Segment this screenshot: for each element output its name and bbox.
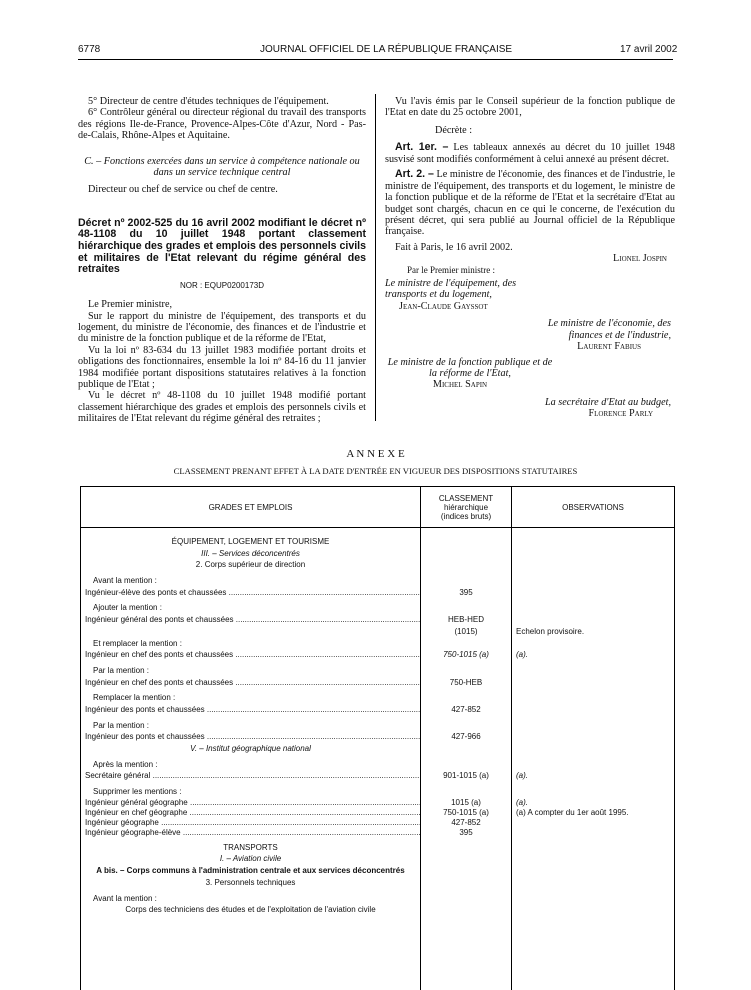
minister-title: Le ministre de l'économie, des finances et de l'industrie, <box>547 318 671 341</box>
article-2-text: Le ministre de l'économie, des finances et de l'industrie, le ministre de l'équipement, des transports et du logement, le ministre de la fonction publique et de la réforme de l'Etat et la secrétaire d'Etat au budget sont chargés, chacun en ce qui le concerne, de l'exécution du présent décret, qui sera publié au Journal officiel de la République française. <box>385 169 676 238</box>
column-header: GRADES ET EMPLOIS <box>81 487 421 528</box>
paragraph: Vu le décret nº 48-1108 du 10 juillet 1948 modifié portant classement hiérarchique des grades et emplois des personnels civils et militaires de l'Etat relevant du régime général des retraites ; <box>78 390 366 425</box>
table-cell: 395 <box>459 587 473 597</box>
column-header-line: (indices bruts) <box>440 511 492 521</box>
table-cell: Remplacer la mention : <box>93 693 176 703</box>
table-cell: I. – Aviation civile <box>219 854 282 864</box>
minister-title: Le ministre de l'équipement, des transports et du logement, <box>385 278 517 301</box>
table-cell: Ingénieur des ponts et chaussées ..... <box>81 704 420 716</box>
minister-name: Florence Parly <box>588 408 653 420</box>
annexe-title: A N N E X E <box>346 448 405 460</box>
minister-name: Jean-Claude Gayssot <box>399 300 488 312</box>
annexe-subtitle: CLASSEMENT PRENANT EFFET À LA DATE D'ENTRÉE EN VIGUEUR DES DISPOSITIONS STATUTAIRES <box>173 466 578 476</box>
table-cell: Par la mention : <box>93 720 150 730</box>
text-line: 5° Directeur de centre d'études techniques de l'équipement. <box>88 96 329 107</box>
article-2-label: Art. 2. – <box>395 168 434 181</box>
table-cell: ÉQUIPEMENT, LOGEMENT ET TOURISME <box>171 537 330 546</box>
table-cell: Ingénieur général géographe ..... <box>81 798 420 808</box>
table-cell: (a). <box>516 771 528 781</box>
paragraph: Sur le rapport du ministre de l'équipement, des transports et du logement, du ministre de l'économie, des finances et de l'industrie et du ministre de la fonction publique et de la réforme de l'Etat, <box>78 310 366 345</box>
table-cell: Par la mention : <box>93 665 150 675</box>
table-cell: 3. Personnels techniques <box>205 877 296 887</box>
classement-column <box>421 528 512 990</box>
table-cell: Ingénieur des ponts et chaussées ..... <box>81 731 420 743</box>
signatory-pm: Lionel Jospin <box>613 253 667 265</box>
table-cell: Avant la mention : <box>93 893 157 903</box>
column-header: OBSERVATIONS <box>512 487 675 528</box>
table-cell: (1015) <box>454 626 478 636</box>
table-cell: Corps des techniciens des études et de l'exploitation de l'aviation civile <box>125 905 376 915</box>
table-cell: 1015 (a) <box>451 797 481 807</box>
text-line: 6° Contrôleur général ou directeur régional du travail des transports des régions Ile-de-France, Provence-Alpes-Côte d'Azur, Nord - Pas-de-Calais, Rhône-Alpes et Aquitaine. <box>78 107 366 142</box>
paragraph: Vu la loi nº 83-634 du 13 juillet 1983 modifiée portant droits et obligations des fonctionnaires, ensemble la loi nº 84-16 du 11 janvier 1984 modifiée portant dispositions statutaires relatives à la fonction publique de l'Etat ; <box>78 344 366 391</box>
table-header-row <box>81 487 675 528</box>
observations-column <box>512 528 675 990</box>
table-body <box>81 528 675 990</box>
table-cell: Ajouter la mention : <box>93 603 162 613</box>
table-cell: Ingénieur en chef des ponts et chaussées ..... <box>81 649 420 661</box>
table-cell: Ingénieur géographe ..... <box>81 818 420 828</box>
table-cell: Et remplacer la mention : <box>93 638 182 648</box>
page-number: 6778 <box>78 44 101 55</box>
table-cell: A bis. – Corps communs à l'administration centrale et aux services déconcentrés <box>96 866 405 876</box>
table-cell: 427-852 <box>451 704 481 714</box>
table-cell: 395 <box>459 827 473 837</box>
table-cell: Ingénieur général des ponts et chaussées ..... <box>81 614 420 626</box>
table-cell: 750-1015 (a) <box>443 807 489 817</box>
text-line: Directeur ou chef de service ou chef de centre. <box>88 184 278 196</box>
table-cell: Ingénieur en chef géographe ..... <box>81 808 420 818</box>
right-column <box>385 96 675 420</box>
table-cell: 750-HEB <box>449 677 483 687</box>
table-cell: Echelon provisoire. <box>516 626 585 636</box>
table-cell: V. – Institut géographique national <box>190 744 311 753</box>
annexe-table <box>80 486 675 990</box>
minister-name: Michel Sapin <box>432 379 488 391</box>
minister-title: La secrétaire d'Etat au budget, <box>544 396 671 408</box>
table-cell: (a) A compter du 1er août 1995. <box>516 807 629 817</box>
table-cell: Ingénieur en chef des ponts et chaussées ..... <box>81 677 420 689</box>
table-cell: III. – Services déconcentrés <box>201 548 300 558</box>
table-cell: Avant la mention : <box>93 576 157 586</box>
par-premier-ministre: Par le Premier ministre : <box>407 264 495 275</box>
article-1-label: Art. 1er. – <box>395 141 449 154</box>
decree-title: Décret nº 2002-525 du 16 avril 2002 modifiant le décret nº 48-1108 du 10 juillet 1948 portant classement hiérarchique des grades et emplois des personnels civils et militaires de l'Etat relevant du régime général des retraites <box>78 216 366 276</box>
table-cell: (a). <box>516 650 528 660</box>
article-2 <box>385 169 675 238</box>
article-1-text: Les tableaux annexés au décret du 10 juillet 1948 susvisé sont modifiés conformément à celui annexé au présent décret. <box>385 142 676 165</box>
table-cell: 427-966 <box>451 732 481 742</box>
journal-title: JOURNAL OFFICIEL DE LA RÉPUBLIQUE FRANÇAISE <box>260 44 513 55</box>
table-cell: TRANSPORTS <box>223 842 278 852</box>
column-header-line: hiérarchique <box>443 502 489 512</box>
fait-a-paris: Fait à Paris, le 16 avril 2002. <box>395 241 513 253</box>
decrete: Décrète : <box>435 124 473 136</box>
table-cell: Après la mention : <box>93 759 158 769</box>
table-cell: Secrétaire général ..... <box>81 770 420 782</box>
table-cell: 2. Corps supérieur de direction <box>195 560 306 570</box>
nor-reference: NOR : EQUP0200173D <box>179 280 265 290</box>
table-cell: Ingénieur géographe-élève ..... <box>81 828 420 838</box>
column-header <box>421 487 512 528</box>
section-heading: C. – Fonctions exercées dans un service à compétence nationale ou dans un service technique central <box>84 155 360 179</box>
paragraph: Le Premier ministre, <box>88 299 173 311</box>
column-header-line: CLASSEMENT <box>438 493 494 503</box>
grades-column <box>81 528 421 990</box>
table-cell: HEB-HED <box>447 615 484 625</box>
header-rule <box>78 59 673 60</box>
issue-date: 17 avril 2002 <box>620 44 678 55</box>
paragraph: Vu l'avis émis par le Conseil supérieur de la fonction publique de l'Etat en date du 25 octobre 2001, <box>385 96 675 119</box>
table-cell: Ingénieur-élève des ponts et chaussées ..... <box>81 587 420 599</box>
table-cell: 427-852 <box>451 817 481 827</box>
column-divider <box>375 94 376 421</box>
article-1 <box>385 142 675 165</box>
table-cell: Supprimer les mentions : <box>93 787 182 797</box>
left-column <box>78 96 366 425</box>
table-cell: 901-1015 (a) <box>443 771 489 781</box>
table-cell: 750-1015 (a) <box>443 650 489 660</box>
minister-title: Le ministre de la fonction publique et de la réforme de l'Etat, <box>387 356 553 379</box>
minister-name: Laurent Fabius <box>577 341 641 353</box>
table-cell: (a). <box>516 797 528 807</box>
